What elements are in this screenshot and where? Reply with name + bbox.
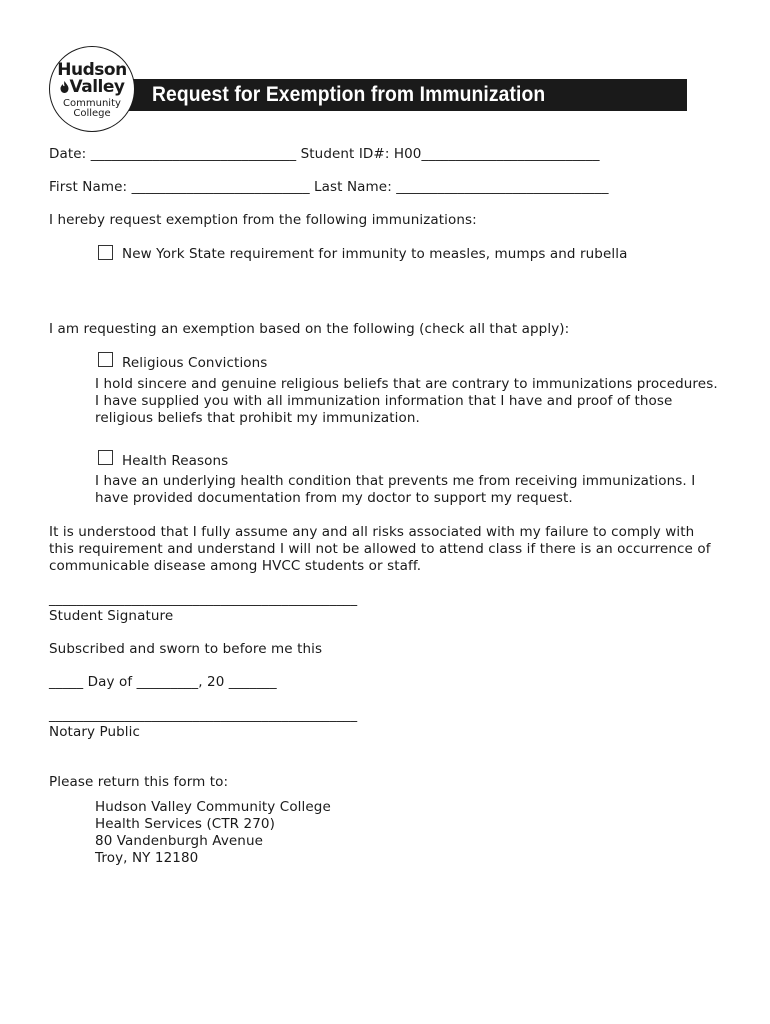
notary-label: Notary Public: [49, 724, 141, 740]
notary-line[interactable]: _____________________________________________: [49, 707, 358, 723]
health-checkbox[interactable]: [98, 450, 113, 465]
address-line: Health Services (CTR 270): [95, 816, 275, 832]
logo-line-2: Valley: [69, 77, 125, 97]
mmr-option-label: New York State requirement for immunity to measles, mumps and rubella: [122, 246, 628, 262]
signature-label: Student Signature: [49, 608, 174, 624]
sworn-statement: Subscribed and sworn to before me this: [49, 641, 323, 657]
religious-checkbox[interactable]: [98, 352, 113, 367]
understanding-line: this requirement and understand I will not be allowed to attend class if there is an occurrence of: [49, 541, 711, 557]
mmr-checkbox[interactable]: [98, 245, 113, 260]
flame-icon: [60, 81, 69, 93]
signature-line[interactable]: _____________________________________________: [49, 591, 358, 607]
health-text-line: I have an underlying health condition that prevents me from receiving immunizations. I: [95, 473, 696, 489]
address-line: Hudson Valley Community College: [95, 799, 331, 815]
religious-label: Religious Convictions: [122, 355, 268, 371]
logo-line-4: College: [73, 108, 111, 119]
first-last-name-row[interactable]: First Name: __________________________ Last Name: _______________________________: [49, 179, 609, 195]
form-title: Request for Exemption from Immunization: [152, 83, 546, 106]
address-line: 80 Vandenburgh Avenue: [95, 833, 264, 849]
immunizations-intro: I hereby request exemption from the following immunizations:: [49, 212, 477, 228]
return-heading: Please return this form to:: [49, 774, 229, 790]
health-label: Health Reasons: [122, 453, 229, 469]
religious-text-line: religious beliefs that prohibit my immunization.: [95, 410, 420, 426]
basis-intro: I am requesting an exemption based on the following (check all that apply):: [49, 321, 570, 337]
religious-text-line: I hold sincere and genuine religious beliefs that are contrary to immunizations procedures.: [95, 376, 718, 392]
understanding-line: It is understood that I fully assume any and all risks associated with my failure to comply with: [49, 524, 695, 540]
religious-text-line: I have supplied you with all immunization information that I have and proof of those: [95, 393, 673, 409]
logo-line-1: Hudson: [57, 60, 127, 80]
date-student-id-row[interactable]: Date: ______________________________ Student ID#: H00__________________________: [49, 146, 600, 162]
logo-line-3: Community: [63, 98, 121, 109]
title-bar: [118, 79, 687, 111]
health-text-line: have provided documentation from my doctor to support my request.: [95, 490, 573, 506]
understanding-line: communicable disease among HVCC students or staff.: [49, 558, 422, 574]
college-logo: [49, 46, 135, 132]
day-line[interactable]: _____ Day of _________, 20 _______: [49, 674, 277, 690]
address-line: Troy, NY 12180: [95, 850, 199, 866]
